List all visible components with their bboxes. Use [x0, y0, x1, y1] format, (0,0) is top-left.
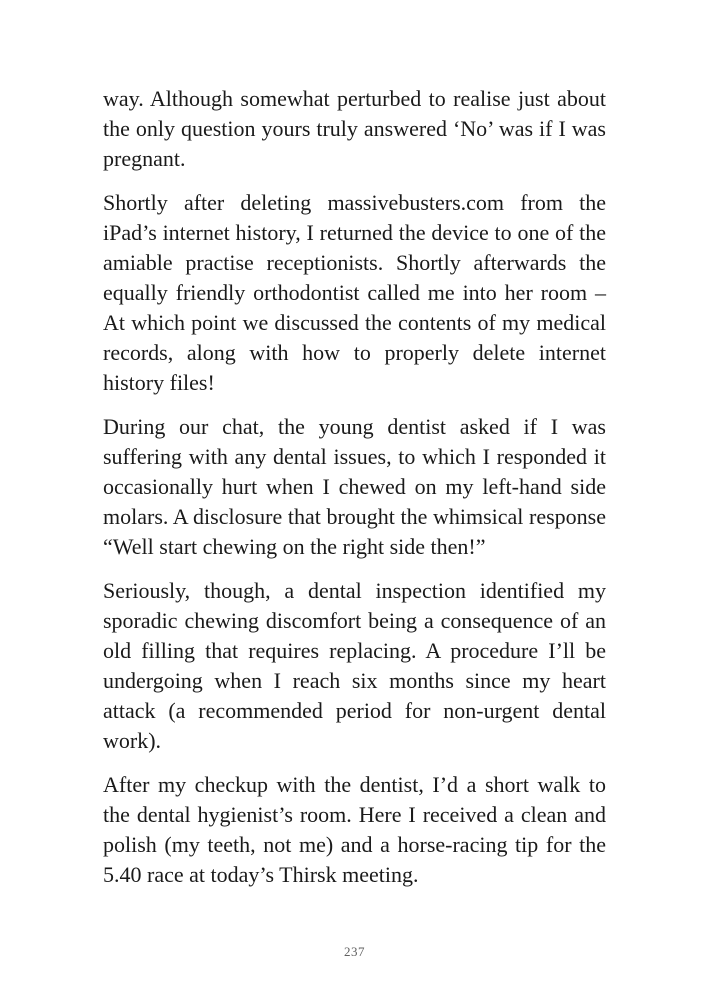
- paragraph: Shortly after deleting massivebusters.com from the iPad’s internet history, I returned the device to one of the amiable practise receptionists. Shortly afterwards the equally friendly orthodontist called me into her room – At which point we discussed the contents of my medical records, along with how to properly delete internet history files!: [103, 190, 606, 395]
- paragraph: During our chat, the young dentist asked if I was suffering with any dental issues, to which I responded it occasionally hurt when I chewed on my left-hand side molars. A disclosure that brought the whimsical response “Well start chewing on the right side then!”: [103, 414, 606, 559]
- page-number: 237: [344, 944, 365, 959]
- paragraph: way. Although somewhat perturbed to realise just about the only question yours truly answered ‘No’ was if I was pregnant.: [103, 86, 606, 171]
- paragraph: After my checkup with the dentist, I’d a short walk to the dental hygienist’s room. Here I received a clean and polish (my teeth, not me) and a horse-racing tip for the 5.40 race at today’s Thirsk meeting.: [103, 772, 606, 887]
- paragraph: Seriously, though, a dental inspection identified my sporadic chewing discomfort being a consequence of an old filling that requires replacing. A procedure I’ll be undergoing when I reach six months since my heart attack (a recommended period for non-urgent dental work).: [103, 578, 606, 753]
- page-body-text: [103, 84, 606, 890]
